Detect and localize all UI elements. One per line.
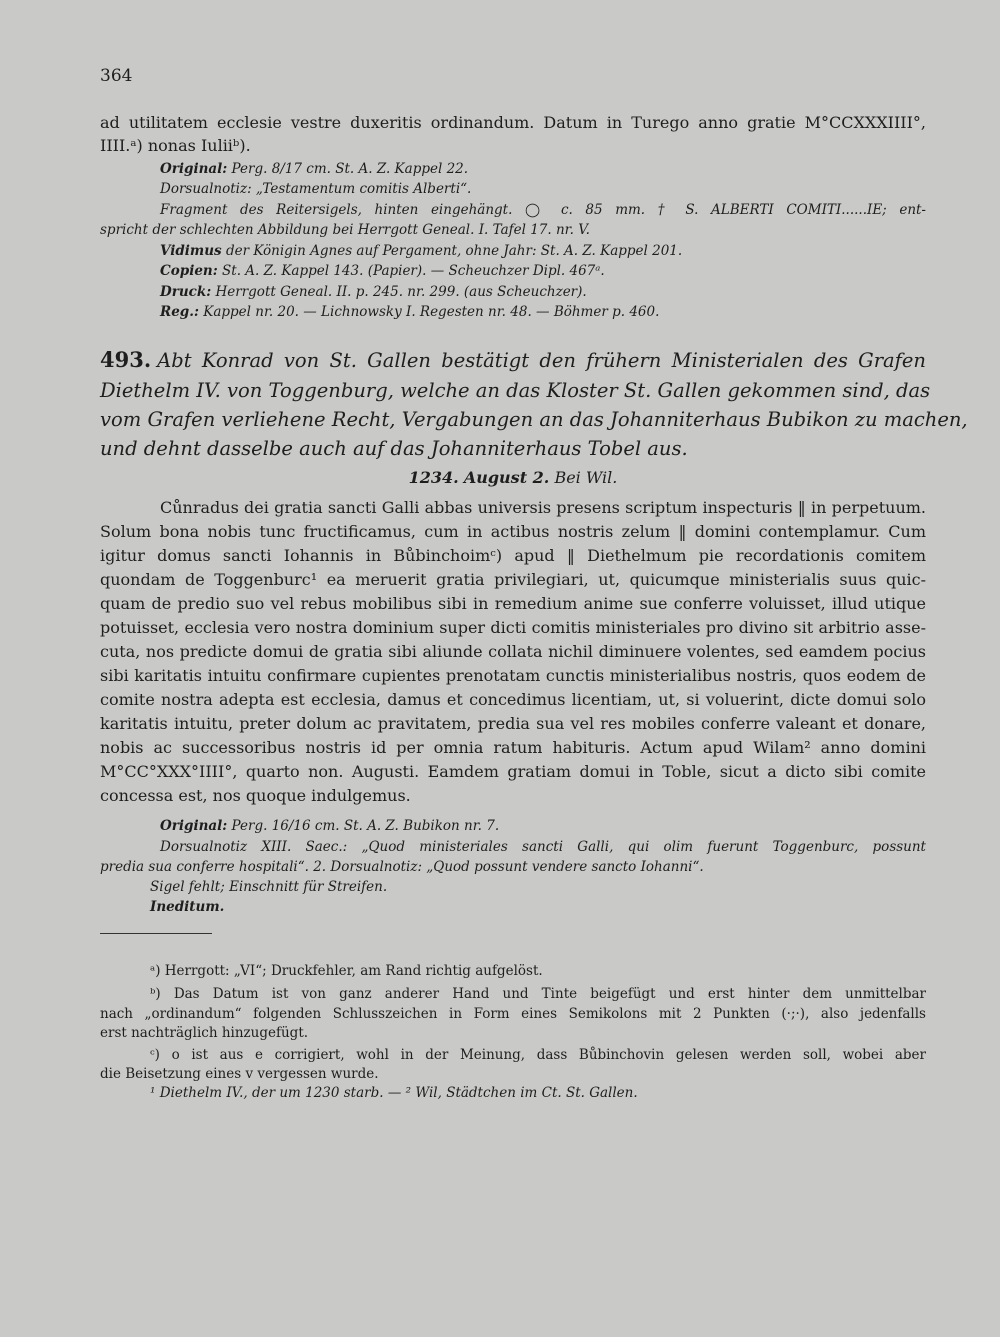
footnote-b-line-3: erst nachträglich hinzugefügt. (100, 1025, 309, 1041)
footnotes-numbered: ¹ Diethelm IV., der um 1230 starb. — ² Wil, Städtchen im Ct. St. Gallen. (150, 1085, 638, 1101)
prev-vidimus-text: der Königin Agnes auf Pergament, ohne Jahr: St. A. Z. Kappel 201. (225, 243, 683, 259)
footnote-c-line-1: ᶜ) o ist aus e corrigiert, wohl in der Meinung, dass Bůbinchovin gelesen werden soll, wobei aber (150, 1047, 926, 1063)
document-title-line-3: vom Grafen verliehene Recht, Vergabungen an das Johanniterhaus Bubikon zu machen, (100, 408, 968, 431)
main-text-line-5: quam de predio suo vel rebus mobilibus sibi in remedium anime sue conferre voluisset, illud utique (100, 594, 926, 613)
prev-original-label: Original: (160, 161, 228, 177)
prev-copien-note (160, 260, 926, 282)
main-text-line-6: potuisset, ecclesia vero nostra dominium super dicti comitis ministeriales pro divino sit arbitrio asse- (100, 618, 926, 637)
prev-regesten-note (160, 301, 926, 323)
prev-vidimus-label: Vidimus (160, 243, 222, 259)
main-text-line-11: nobis ac successoribus nostris id per omnia ratum habituris. Actum apud Wilam² anno domini (100, 738, 926, 757)
document-date-month: August 2. (463, 468, 550, 487)
dorsual-note-line-1: Dorsualnotiz XIII. Saec.: „Quod ministeriales sancti Galli, qui olim fuerunt Toggenburc, possunt (160, 839, 926, 855)
main-text-line-13: concessa est, nos quoque indulgemus. (100, 786, 411, 805)
dorsual-note-line-2: predia sua conferre hospitali“. 2. Dorsualnotiz: „Quod possunt vendere sancto Iohanni“. (100, 859, 704, 875)
main-text-line-2: Solum bona nobis tunc fructificamus, cum in actibus nostris zelum ‖ domini contemplamur. Cum (100, 522, 926, 541)
document-title-line-4: und dehnt dasselbe auch auf das Johanniterhaus Tobel aus. (100, 437, 688, 460)
ineditum-note: Ineditum. (150, 899, 225, 915)
prev-copien-text: St. A. Z. Kappel 143. (Papier). — Scheuchzer Dipl. 467ᵃ. (222, 263, 605, 279)
document-title-line-2: Diethelm IV. von Toggenburg, welche an das Kloster St. Gallen gekommen sind, das (100, 379, 931, 402)
main-text-line-4: quondam de Toggenburc¹ ea meruerit gratia privilegiari, ut, quicumque ministerialis suus quic- (100, 570, 926, 589)
original-note (160, 815, 926, 837)
prev-regesten-text: Kappel nr. 20. — Lichnowsky I. Regesten nr. 48. — Böhmer p. 460. (203, 304, 660, 320)
prev-original-text: Perg. 8/17 cm. St. A. Z. Kappel 22. (231, 161, 469, 177)
main-text-line-1: Cůnradus dei gratia sancti Galli abbas universis presens scriptum inspecturis ‖ in perpetuum. (160, 498, 926, 517)
original-label: Original: (160, 818, 228, 834)
page-number: 364 (100, 66, 133, 86)
prev-text-line-2: IIII.ᵃ) nonas Iuliiᵇ). (100, 136, 251, 155)
prev-druck-text: Herrgott Geneal. II. p. 245. nr. 299. (aus Scheuchzer). (215, 284, 587, 300)
document-date-line (100, 467, 926, 489)
document-date-year: 1234. (408, 468, 459, 487)
prev-druck-label: Druck: (160, 284, 212, 300)
prev-copien-label: Copien: (160, 263, 218, 279)
document-date-place: Bei Wil. (554, 468, 618, 487)
main-text-line-7: cuta, nos predicte domui de gratia sibi aliunde collata nichil diminuere volentes, sed eamdem pocius (100, 642, 926, 661)
prev-regesten-label: Reg.: (160, 304, 199, 320)
prev-fragment-line-2: spricht der schlechten Abbildung bei Herrgott Geneal. I. Tafel 17. nr. V. (100, 222, 590, 238)
prev-druck-note (160, 281, 926, 303)
footnote-c-line-2: die Beisetzung eines v vergessen wurde. (100, 1066, 379, 1082)
document-title-part-1: Abt Konrad von St. Gallen bestätigt den frühern Ministerialen des Grafen (157, 349, 926, 372)
prev-text-line-1: ad utilitatem ecclesie vestre duxeritis ordinandum. Datum in Turego anno gratie M°CCXXXIIII°, (100, 113, 926, 132)
footnote-divider (100, 933, 212, 934)
main-text-line-10: karitatis intuitu, preter dolum ac pravitatem, predia sua vel res mobiles conferre valeant et donare, (100, 714, 926, 733)
main-text-line-9: comite nostra adepta est ecclesia, damus et concedimus licentiam, ut, si voluerint, dicte domui solo (100, 690, 926, 709)
sigel-note: Sigel fehlt; Einschnitt für Streifen. (150, 879, 388, 895)
prev-fragment-line-1: Fragment des Reitersigels, hinten eingehängt. ◯ c. 85 mm. † S. ALBERTI COMITI......IE; ent- (160, 202, 926, 218)
document-title-line-1 (100, 346, 926, 375)
footnote-b-line-1: ᵇ) Das Datum ist von ganz anderer Hand und Tinte beigefügt und erst hinter dem unmittelbar (150, 986, 926, 1002)
prev-vidimus-note (160, 240, 926, 262)
document-number: 493. (100, 347, 152, 372)
main-text-line-3: igitur domus sancti Iohannis in Bůbinchoimᶜ) apud ‖ Diethelmum pie recordationis comitem (100, 546, 926, 565)
main-text-line-8: sibi karitatis intuitu confirmare cupientes prenotatam cunctis ministerialibus nostris, quos eodem de (100, 666, 926, 685)
original-text: Perg. 16/16 cm. St. A. Z. Bubikon nr. 7. (231, 818, 500, 834)
footnote-a: ᵃ) Herrgott: „VI“; Druckfehler, am Rand richtig aufgelöst. (150, 963, 543, 979)
main-text-line-12: M°CC°XXX°IIII°, quarto non. Augusti. Eamdem gratiam domui in Toble, sicut a dicto sibi comite (100, 762, 926, 781)
prev-dorsual-note: Dorsualnotiz: „Testamentum comitis Alberti“. (160, 181, 472, 197)
prev-original-note (160, 158, 926, 180)
footnote-b-line-2: nach „ordinandum“ folgenden Schlusszeichen in Form eines Semikolons mit 2 Punkten (·;·), also jedenfalls (100, 1006, 926, 1022)
